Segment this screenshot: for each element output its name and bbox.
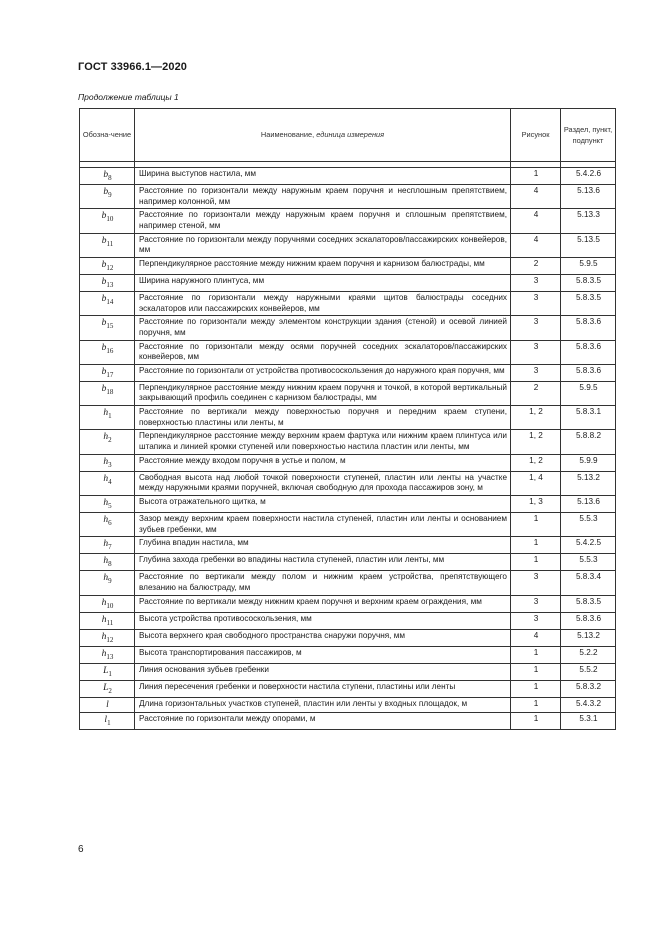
row-figure: 1: [511, 646, 561, 663]
row-figure: 4: [511, 209, 561, 233]
row-section: 5.4.2.5: [561, 537, 616, 554]
table-header-row: [80, 109, 616, 162]
row-symbol: $h_2$: [80, 430, 135, 454]
table-row: [80, 406, 616, 430]
table-row: [80, 364, 616, 381]
row-name: Расстояние по горизонтали от устройства противососкользения до наружного края поручня, мм: [135, 364, 511, 381]
row-section: 5.13.5: [561, 233, 616, 257]
table-row: [80, 316, 616, 340]
table-row: [80, 680, 616, 697]
table-row: [80, 257, 616, 274]
row-name: Высота устройства противососкользения, мм: [135, 612, 511, 629]
table-row: [80, 554, 616, 571]
row-symbol: $b_{18}$: [80, 381, 135, 405]
row-name: Расстояние по вертикали между поверхностью поручня и передним краем ступени, поверхностью пластины или ленты, м: [135, 406, 511, 430]
row-section: 5.4.3.2: [561, 697, 616, 712]
row-name: Высота транспортирования пассажиров, м: [135, 646, 511, 663]
row-section: 5.8.3.5: [561, 274, 616, 291]
header-figure: Рисунок: [511, 109, 561, 162]
row-figure: 1: [511, 168, 561, 185]
row-name: Перпендикулярное расстояние между нижним краем поручня и карнизом балюстрады, мм: [135, 257, 511, 274]
row-name: Расстояние по вертикали между полом и нижним краем устройства, препятствующего влезанию на балюстраду, мм: [135, 571, 511, 595]
row-symbol: $b_8$: [80, 168, 135, 185]
row-name: Глубина захода гребенки во впадины настила ступеней, пластин или ленты, мм: [135, 554, 511, 571]
row-symbol: l: [80, 697, 135, 712]
row-symbol: $h_8$: [80, 554, 135, 571]
row-figure: 3: [511, 595, 561, 612]
row-name: Расстояние по горизонтали между поручнями соседних эскалаторов/пассажирских конвейеров, мм: [135, 233, 511, 257]
row-figure: 3: [511, 274, 561, 291]
table-row: [80, 381, 616, 405]
row-symbol: $h_9$: [80, 571, 135, 595]
row-name: Высота отражательного щитка, м: [135, 496, 511, 513]
row-figure: 1, 2: [511, 406, 561, 430]
row-name: Расстояние по горизонтали между наружным краем поручня и несплошным препятствием, например колонной, мм: [135, 184, 511, 208]
table-row: [80, 663, 616, 680]
row-symbol: $h_6$: [80, 513, 135, 537]
row-name: Высота верхнего края свободного пространства снаружи поручня, мм: [135, 629, 511, 646]
row-section: 5.8.3.5: [561, 291, 616, 315]
row-name: Свободная высота над любой точкой поверхности ступеней, пластин или ленты на участке между наружными краями поручней, включая свободную для прохода пассажиров зону, м: [135, 471, 511, 495]
row-figure: 3: [511, 316, 561, 340]
table-row: [80, 471, 616, 495]
row-figure: 4: [511, 629, 561, 646]
header-symbol: Обозна-чение: [80, 109, 135, 162]
row-figure: 4: [511, 233, 561, 257]
row-symbol: $b_{17}$: [80, 364, 135, 381]
row-figure: 1: [511, 680, 561, 697]
row-figure: 3: [511, 612, 561, 629]
row-section: 5.5.2: [561, 663, 616, 680]
row-figure: 1: [511, 554, 561, 571]
row-symbol: $h_{10}$: [80, 595, 135, 612]
row-section: 5.13.6: [561, 184, 616, 208]
row-symbol: $b_9$: [80, 184, 135, 208]
row-figure: 1: [511, 513, 561, 537]
row-section: 5.13.2: [561, 471, 616, 495]
table-row: [80, 595, 616, 612]
row-name: Зазор между верхним краем поверхности настила ступеней, пластин или ленты и основанием зубьев гребенки, мм: [135, 513, 511, 537]
table-row: [80, 274, 616, 291]
row-section: 5.8.3.1: [561, 406, 616, 430]
row-figure: 3: [511, 571, 561, 595]
table-row: [80, 571, 616, 595]
table-row: [80, 646, 616, 663]
row-symbol: $b_{16}$: [80, 340, 135, 364]
row-section: 5.5.3: [561, 554, 616, 571]
page-number: 6: [78, 844, 84, 855]
row-symbol: $b_{13}$: [80, 274, 135, 291]
row-section: 5.8.3.6: [561, 340, 616, 364]
document-title: ГОСТ 33966.1—2020: [78, 61, 188, 73]
row-section: 5.13.6: [561, 496, 616, 513]
row-figure: 2: [511, 257, 561, 274]
row-figure: 1, 2: [511, 454, 561, 471]
table-row: [80, 168, 616, 185]
row-section: 5.8.3.6: [561, 612, 616, 629]
header-name: Наименование, единица измерения: [135, 109, 511, 162]
table-row: [80, 513, 616, 537]
row-symbol: $h_7$: [80, 537, 135, 554]
row-symbol: $h_{12}$: [80, 629, 135, 646]
row-name: Расстояние по горизонтали между опорами, м: [135, 712, 511, 729]
table-row: [80, 496, 616, 513]
row-figure: 1: [511, 712, 561, 729]
row-symbol: $h_5$: [80, 496, 135, 513]
row-figure: 1: [511, 697, 561, 712]
row-figure: 1, 4: [511, 471, 561, 495]
table-row: [80, 612, 616, 629]
row-symbol: $b_{10}$: [80, 209, 135, 233]
row-name: Линия пересечения гребенки и поверхности настила ступени, пластины или ленты: [135, 680, 511, 697]
table-row: [80, 454, 616, 471]
row-symbol: $b_{12}$: [80, 257, 135, 274]
row-symbol: $l_1$: [80, 712, 135, 729]
table-row: [80, 233, 616, 257]
table-row: [80, 712, 616, 729]
row-name: Расстояние по горизонтали между наружными краями щитов балюстрады соседних эскалаторов или пассажирских конвейеров, мм: [135, 291, 511, 315]
row-section: 5.9.5: [561, 381, 616, 405]
row-symbol: $h_1$: [80, 406, 135, 430]
row-name: Расстояние по горизонтали между наружным краем поручня и сплошным препятствием, например стеной, мм: [135, 209, 511, 233]
row-figure: 2: [511, 381, 561, 405]
row-name: Ширина наружного плинтуса, мм: [135, 274, 511, 291]
row-figure: 1: [511, 663, 561, 680]
table-body: [80, 168, 616, 730]
table-row: [80, 340, 616, 364]
row-figure: 3: [511, 364, 561, 381]
table-row: [80, 209, 616, 233]
row-name: Расстояние по горизонтали между осями поручней соседних эскалаторов/пассажирских конвейеров, мм: [135, 340, 511, 364]
row-symbol: $h_{13}$: [80, 646, 135, 663]
row-section: 5.8.3.4: [561, 571, 616, 595]
row-name: Расстояние по горизонтали между элементом конструкции здания (стеной) и осевой линией поручня, мм: [135, 316, 511, 340]
row-symbol: $b_{11}$: [80, 233, 135, 257]
row-name: Глубина впадин настила, мм: [135, 537, 511, 554]
row-symbol: $b_{15}$: [80, 316, 135, 340]
row-name: Перпендикулярное расстояние между нижним краем поручня и точкой, в которой вертикальный закрывающий профиль соединен с карнизом балюстрады, мм: [135, 381, 511, 405]
table-row: [80, 537, 616, 554]
row-name: Расстояние по вертикали между нижним краем поручня и верхним краем ограждения, мм: [135, 595, 511, 612]
row-section: 5.2.2: [561, 646, 616, 663]
row-figure: 1: [511, 537, 561, 554]
table-row: [80, 184, 616, 208]
row-section: 5.4.2.6: [561, 168, 616, 185]
table-row: [80, 291, 616, 315]
row-name: Ширина выступов настила, мм: [135, 168, 511, 185]
row-section: 5.3.1: [561, 712, 616, 729]
row-section: 5.9.5: [561, 257, 616, 274]
row-figure: 1, 2: [511, 430, 561, 454]
table-row: [80, 697, 616, 712]
row-symbol: $h_{11}$: [80, 612, 135, 629]
row-section: 5.13.2: [561, 629, 616, 646]
row-section: 5.8.3.2: [561, 680, 616, 697]
row-section: 5.9.9: [561, 454, 616, 471]
row-section: 5.8.3.6: [561, 316, 616, 340]
row-symbol: $L_1$: [80, 663, 135, 680]
row-name: Линия основания зубьев гребенки: [135, 663, 511, 680]
row-name: Перпендикулярное расстояние между верхним краем фартука или нижним краем плинтуса или штапика и линией кромки ступеней или поверхностью настила пластин или ленты, мм: [135, 430, 511, 454]
row-section: 5.8.3.5: [561, 595, 616, 612]
row-section: 5.13.3: [561, 209, 616, 233]
row-figure: 3: [511, 340, 561, 364]
table-continuation-caption: Продолжение таблицы 1: [78, 92, 179, 102]
row-figure: 1, 3: [511, 496, 561, 513]
row-symbol: $L_2$: [80, 680, 135, 697]
table-row: [80, 629, 616, 646]
row-section: 5.5.3: [561, 513, 616, 537]
row-name: Расстояние между входом поручня в устье и полом, м: [135, 454, 511, 471]
header-section: Раздел, пункт, подпункт: [561, 109, 616, 162]
row-figure: 4: [511, 184, 561, 208]
row-name: Длина горизонтальных участков ступеней, пластин или ленты у входных площадок, м: [135, 697, 511, 712]
row-section: 5.8.8.2: [561, 430, 616, 454]
symbols-table: [79, 108, 616, 730]
row-section: 5.8.3.6: [561, 364, 616, 381]
row-symbol: $b_{14}$: [80, 291, 135, 315]
row-symbol: $h_4$: [80, 471, 135, 495]
row-symbol: $h_3$: [80, 454, 135, 471]
table-row: [80, 430, 616, 454]
row-figure: 3: [511, 291, 561, 315]
